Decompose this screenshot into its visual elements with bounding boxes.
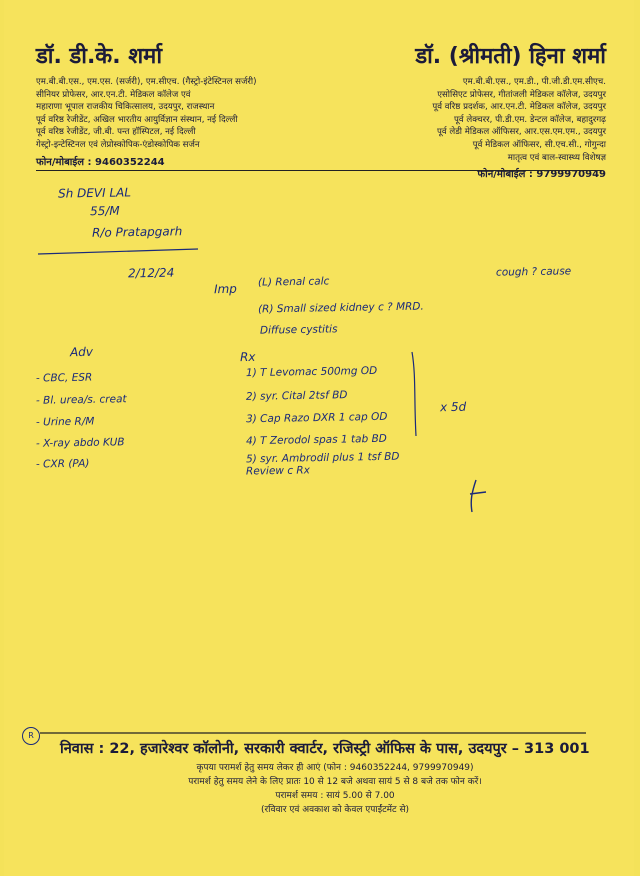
complaint: cough ? cause (495, 265, 572, 279)
doctor-right-qual-1: एम.बी.बी.एस., एम.डी., पी.जी.डी.एम.सीएच. (462, 77, 606, 87)
medicine-1: 1) T Levomac 500mg OD (245, 364, 378, 380)
advice-label: Adv (69, 344, 94, 360)
medicine-3: 3) Cap Razo DXR 1 cap OD (245, 410, 388, 426)
impression-label: Imp (213, 281, 237, 297)
doctor-right-qual-4: पूर्व लेक्चरर, पी.डी.एम. डेन्टल कॉलेज, बहादुरगढ़ (454, 114, 606, 125)
impression-line-1: (L) Renal calc (257, 275, 330, 289)
doctor-right-qual-3: पूर्व वरिष्ठ प्रदर्शक, आर.एन.टी. मेडिकल कॉलेज, उदयपुर (432, 102, 606, 113)
investigation-3: - Urine R/M (35, 415, 95, 429)
footer-line-2: परामर्श हेतु समय लेने के लिए प्रातः 10 से 12 बजे अथवा सायं 5 से 8 बजे तक फोन करें। (188, 777, 482, 787)
footer-line-4: (रविवार एवं अवकाश को केवल एपाईंटमेंट से) (260, 805, 410, 815)
doctor-left-qual-2: सीनियर प्रोफेसर, आर.एन.टी. मेडिकल कॉलेज एवं (36, 89, 191, 100)
patient-residence: R/o Pratapgarh (91, 224, 183, 240)
doctor-right-qual-6: पूर्व मेडिकल ऑफिसर, सी.एच.सी., गोगुन्दा (472, 139, 606, 150)
footer-line-3: परामर्श समय : सायं 5.00 से 7.00 (275, 791, 395, 801)
medicine-4: 4) T Zerodol spas 1 tab BD (245, 432, 387, 448)
doctor-left-name: डॉ. डी.के. शर्मा (36, 44, 163, 69)
investigation-4: - X-ray abdo KUB (35, 436, 125, 450)
impression-line-3: Diffuse cystitis (259, 323, 338, 337)
signature (470, 480, 486, 512)
circle-mark: R (22, 727, 40, 745)
doctor-right-phone: फोन/मोबाईल : 9799970949 (477, 169, 606, 181)
doctor-left-qual-6: गेस्ट्रो-इन्टेस्टिनल एवं लेप्रोस्कोपिक-एंडोस्कोपिक सर्जन (36, 139, 200, 150)
doctor-left-qual-5: पूर्व वरिष्ठ रेजीडेंट, जी.बी. पन्त हॉस्पिटल, नई दिल्ली (36, 127, 196, 138)
doctor-left-qual-3: महाराणा भूपाल राजकीय चिकित्सालय, उदयपुर, राजस्थान (36, 102, 215, 113)
review-note: Review c Rx (245, 464, 311, 478)
doctor-right-name: डॉ. (श्रीमती) हिना शर्मा (415, 44, 606, 69)
doctor-right-qual-7: मातृत्व एवं बाल-स्वास्थ्य विशेषज्ञ (507, 152, 606, 163)
footer-address: निवास : 22, हजारेश्वर कॉलोनी, सरकारी क्वार्टर, रजिस्ट्री ऑफिस के पास, उदयपुर – 313 001 (60, 741, 590, 757)
medicine-5: 5) syr. Ambrodil plus 1 tsf BD (245, 450, 400, 466)
rx-label: Rx (239, 349, 256, 365)
investigation-5: - CXR (PA) (35, 457, 90, 471)
name-underline (38, 249, 198, 254)
duration: x 5d (439, 399, 467, 415)
investigation-2: - Bl. urea/s. creat (35, 393, 127, 407)
patient-age-sex: 55/M (89, 203, 120, 219)
footer-line-1: कृपया परामर्श हेतु समय लेकर ही आएं (फोन : 9460352244, 9799970949) (196, 763, 474, 773)
medicine-2: 2) syr. Cital 2tsf BD (245, 389, 348, 403)
doctor-right-qual-2: एसोसिएट प्रोफेसर, गीतांजली मेडिकल कॉलेज, उदयपुर (437, 89, 606, 100)
doctor-left-phone: फोन/मोबाईल : 9460352244 (36, 156, 165, 168)
impression-line-2: (R) Small sized kidney c ? MRD. (257, 300, 424, 316)
visit-date: 2/12/24 (127, 265, 175, 281)
doctor-left-qual-1: एम.बी.बी.एस., एम.एस. (सर्जरी), एम.सीएच. (गैस्ट्रो-इंटेस्टिनल सर्जरी) (36, 77, 257, 87)
med-bracket (412, 352, 416, 436)
doctor-right-qual-5: पूर्व लेडी मेडिकल ऑफिसर, आर.एस.एम.एम., उदयपुर (436, 127, 606, 138)
doctor-left-qual-4: पूर्व वरिष्ठ रेजीडेंट, अखिल भारतीय आयुर्विज्ञान संस्थान, नई दिल्ली (36, 114, 238, 125)
patient-name: Sh DEVI LAL (57, 185, 132, 201)
investigation-1: - CBC, ESR (35, 371, 93, 385)
